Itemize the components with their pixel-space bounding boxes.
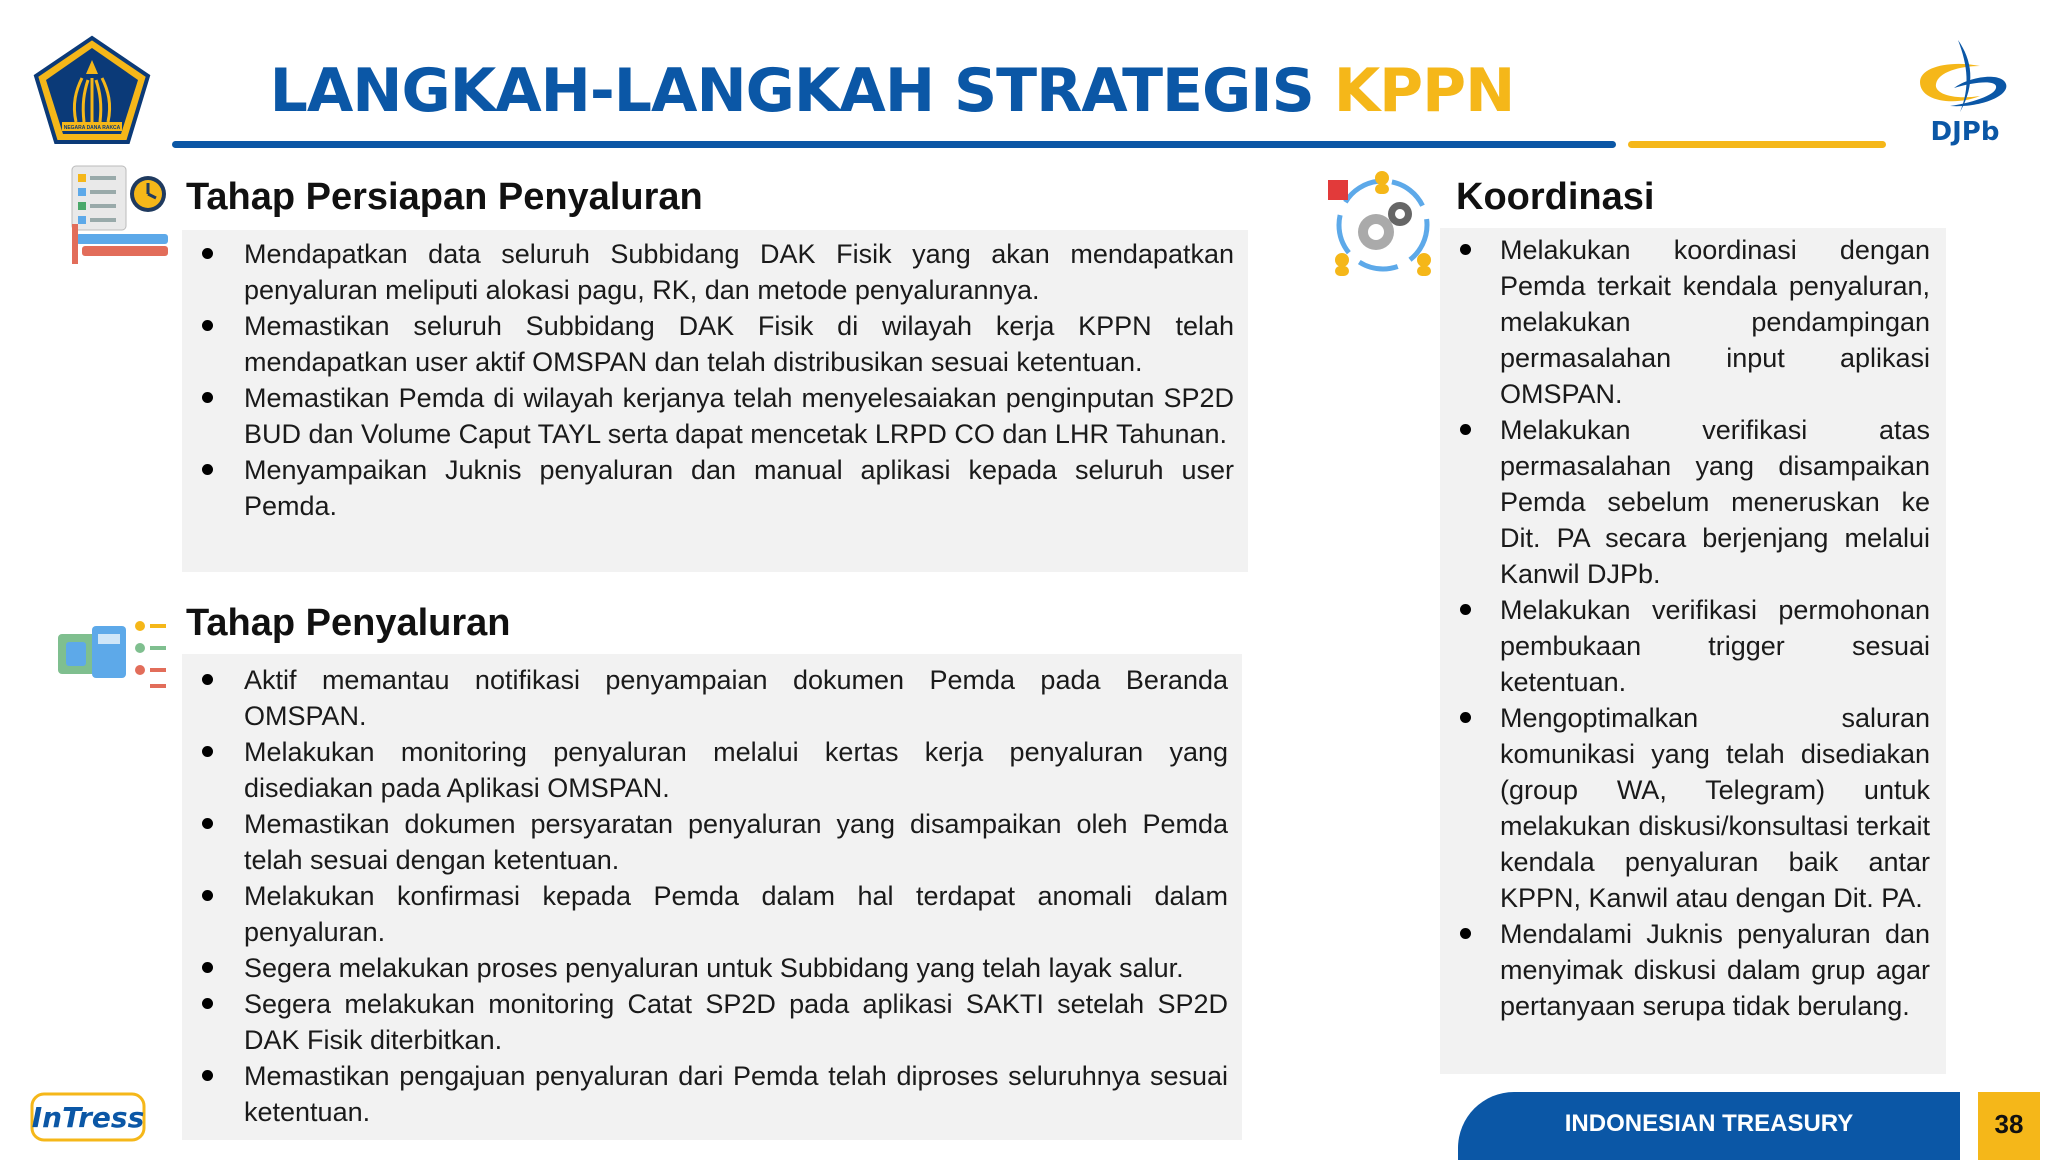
checklist-clipboard-icon [68,164,172,268]
emblem-ribbon-text: NEGARA DANA RAKCA [63,125,121,131]
list-item: Memastikan pengajuan penyaluran dari Pemda telah diproses seluruhnya sesuai ketentuan. [182,1058,1228,1130]
list-item: Melakukan koordinasi dengan Pemda terkait kendala penyaluran, melakukan pendampingan permasalahan input aplikasi OMSPAN. [1440,232,1930,412]
list-item: Memastikan Pemda di wilayah kerjanya telah menyelesaiakan penginputan SP2D BUD dan Volume Caput TAYL serta dapat mencetak LRPD CO dan LHR Tahunan. [182,380,1234,452]
persiapan-list [182,236,1234,524]
persiapan-box [182,230,1248,572]
list-item: Melakukan monitoring penyaluran melalui kertas kerja penyaluran yang disediakan pada Aplikasi OMSPAN. [182,734,1228,806]
money-transfer-icon [56,616,168,700]
title-accent: KPPN [1333,56,1515,126]
page-number: 38 [1978,1092,2040,1160]
list-item: Memastikan dokumen persyaratan penyaluran yang disampaikan oleh Pemda telah sesuai dengan ketentuan. [182,806,1228,878]
djpb-logo-text: DJPb [1930,117,2000,147]
list-item: Melakukan konfirmasi kepada Pemda dalam hal terdapat anomali dalam penyaluran. [182,878,1228,950]
footer-label: INDONESIAN TREASURY [1458,1092,1960,1160]
list-item: Mengoptimalkan saluran komunikasi yang telah disediakan (group WA, Telegram) untuk melakukan diskusi/konsultasi terkait kendala penyaluran baik antar KPPN, Kanwil atau dengan Dit. PA. [1440,700,1930,916]
list-item: Segera melakukan proses penyaluran untuk Subbidang yang telah layak salur. [182,950,1228,986]
intress-logo [30,1092,146,1142]
page-title [172,56,1612,126]
section-title-penyaluran: Tahap Penyaluran [186,602,511,644]
list-item: Melakukan verifikasi permohonan pembukaan trigger sesuai ketentuan. [1440,592,1930,700]
djpb-logo [1910,32,2020,147]
title-rule-blue [172,141,1616,148]
section-title-koordinasi: Koordinasi [1456,176,1655,218]
penyaluran-box [182,654,1242,1140]
list-item: Segera melakukan monitoring Catat SP2D pada aplikasi SAKTI setelah SP2D DAK Fisik diterbitkan. [182,986,1228,1058]
title-rule-yellow [1628,141,1886,148]
list-item: Mendalami Juknis penyaluran dan menyimak diskusi dalam grup agar pertanyaan serupa tidak berulang. [1440,916,1930,1024]
koordinasi-box [1440,228,1946,1074]
list-item: Memastikan seluruh Subbidang DAK Fisik di wilayah kerja KPPN telah mendapatkan user aktif OMSPAN dan telah distribusikan sesuai ketentuan. [182,308,1234,380]
koordinasi-list [1440,232,1930,1024]
title-main: LANGKAH-LANGKAH STRATEGIS [269,56,1334,126]
intress-logo-text: InTress [31,1101,145,1134]
ministry-emblem-logo [32,34,152,146]
list-item: Melakukan verifikasi atas permasalahan yang disampaikan Pemda sebelum meneruskan ke Dit. PA secara berjenjang melalui Kanwil DJPb. [1440,412,1930,592]
list-item: Mendapatkan data seluruh Subbidang DAK Fisik yang akan mendapatkan penyaluran meliputi alokasi pagu, RK, dan metode penyalurannya. [182,236,1234,308]
list-item: Menyampaikan Juknis penyaluran dan manual aplikasi kepada seluruh user Pemda. [182,452,1234,524]
team-gears-icon [1324,166,1442,284]
section-title-persiapan: Tahap Persiapan Penyaluran [186,176,703,218]
list-item: Aktif memantau notifikasi penyampaian dokumen Pemda pada Beranda OMSPAN. [182,662,1228,734]
penyaluran-list [182,662,1228,1130]
